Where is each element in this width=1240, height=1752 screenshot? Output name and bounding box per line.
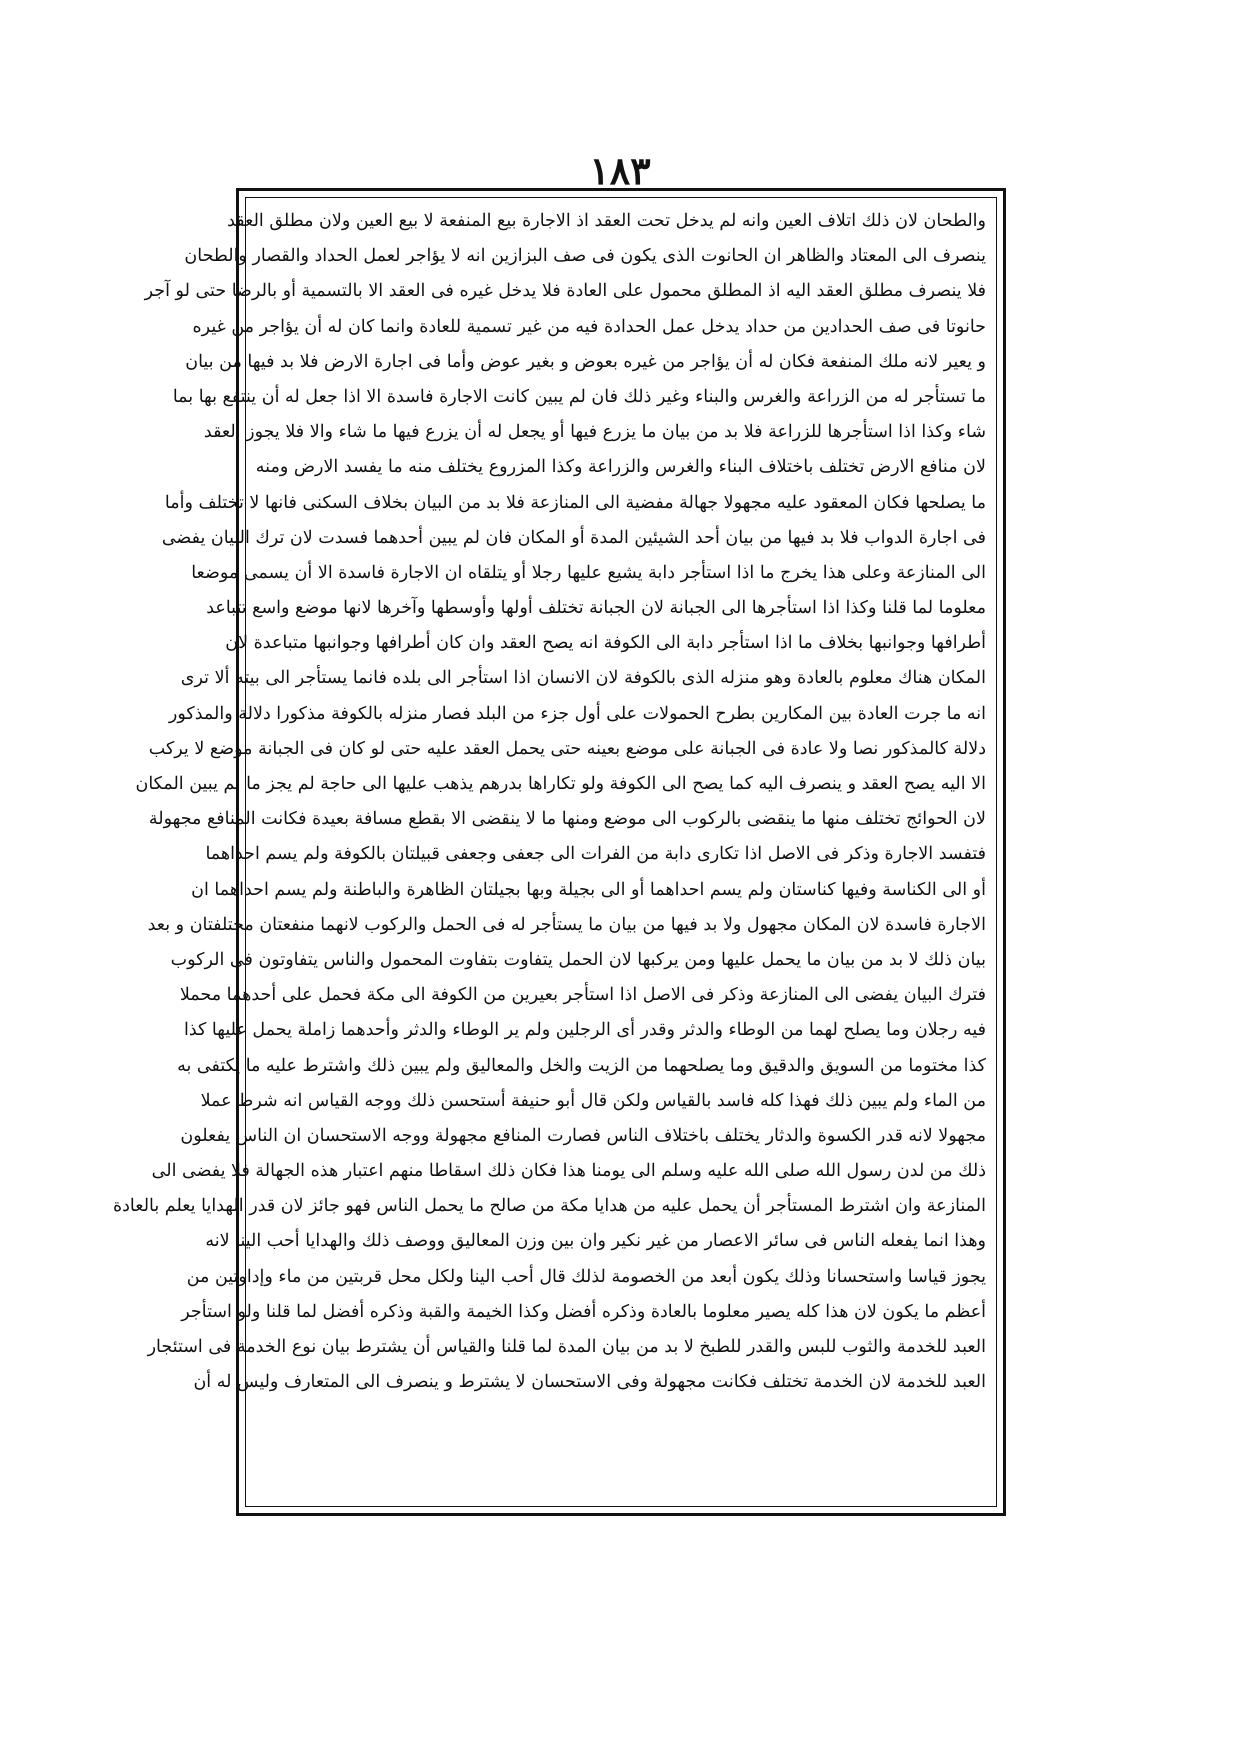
text-line: الى المنازعة وعلى هذا يخرج ما اذا استأجر دابة يشيع عليها رجلا أو يتلقاه ان الاجارة فاسدة الا أن يسمى موضعا <box>191 562 986 583</box>
text-line: ما تستأجر له من الزراعة والغرس والبناء وغير ذلك فان لم يبين كانت الاجارة فاسدة الا اذا جعل له أن ينتفع بها بما <box>172 386 986 407</box>
text-line: الا اليه يصح العقد و ينصرف اليه كما يصح الى الكوفة ولو تكاراها بدرهم يذهب عليها الى حاجة لم يجز ما لم يبين المكان <box>135 774 986 794</box>
text-line: الاجارة فاسدة لان المكان مجهول ولا بد فيها من بيان ما يستأجر له فى الحمل والركوب لانهما منفعتان مختلفتان و بعد <box>147 914 986 935</box>
text-line: يجوز قياسا واستحسانا وذلك يكون أبعد من الخصومة لذلك قال أحب الينا ولكل محل قربتين من ماء وإداوتين من <box>186 1266 986 1287</box>
text-line: العبد للخدمة والثوب للبس والقدر للطبخ لا بد من بيان المدة لما قلنا والقياس أن يشترط بيان نوع الخدمة فى استئجار <box>147 1337 986 1357</box>
text-line: حانوتا فى صف الحدادين من حداد يدخل عمل الحدادة فيه من غير تسمية للعادة وانما كان له أن يؤاجر من غيره <box>192 316 986 337</box>
text-line: ذلك من لدن رسول الله صلى الله عليه وسلم الى يومنا هذا فكان ذلك اسقاطا منهم اعتبار هذه الجهالة فلا يفضى الى <box>151 1161 986 1182</box>
text-line: لان الحوائج تختلف منها ما ينقضى بالركوب الى موضع ومنها ما لا ينقضى الا بقطع مسافة بعيدة فكانت المنافع مجهولة <box>148 809 986 830</box>
text-line: انه ما جرت العادة بين المكارين بطرح الحمولات على أول جزء من البلد فصار منزله بالكوفة مذكورا دلالة والمذكور <box>168 703 986 724</box>
text-line: معلوما لما قلنا وكذا اذا استأجرها الى الجبانة لان الجبانة تختلف أولها وأوسطها وآخرها لانها موضع واسع تتباعد <box>206 598 986 619</box>
text-line: فلا ينصرف مطلق العقد اليه اذ المطلق محمول على العادة فلا يدخل غيره فى العقد الا بالتسمية أو بالرضا حتى لو آجر <box>144 281 986 302</box>
text-line: أعظم ما يكون لان هذا كله يصير معلوما بالعادة وذكره أفضل وكذا الخيمة والقبة وذكره أفضل لما قلنا ولو استأجر <box>181 1301 986 1322</box>
text-line: فى اجارة الدواب فلا بد فيها من بيان أحد الشيئين المدة أو المكان فان لم يبين أحدهما فسدت لان ترك البيان يفضى <box>161 527 986 548</box>
text-frame-inner <box>112 197 997 1507</box>
text-frame <box>112 188 1006 1516</box>
text-line: و يعير لانه ملك المنفعة فكان له أن يؤاجر من غيره بعوض و بغير عوض وأما فى اجارة الارض فلا بد فيها من بيان <box>185 351 986 372</box>
text-line: أو الى الكناسة وفيها كناستان ولم يسم احداهما أو الى بجيلة وبها بجيلتان الظاهرة والباطنة ولم يسم احداهما ان <box>191 879 986 900</box>
text-line: ما يصلحها فكان المعقود عليه مجهولا جهالة مفضية الى المنازعة فلا بد من البيان بخلاف السكنى فانها لا تختلف وأما <box>164 492 986 513</box>
text-line: فترك البيان يفضى الى المنازعة وذكر فى الاصل اذا استأجر بعيرين من الكوفة الى مكة فحمل على أحدهما محملا <box>179 985 986 1006</box>
text-line: ينصرف الى المعتاد والظاهر ان الحانوت الذى يكون فى صف البزازين انه لا يؤاجر لعمل الحداد والقصار والطحان <box>184 246 986 267</box>
text-line: فيه رجلان وما يصلح لهما من الوطاء والدثر وقدر أى الرجلين ولم ير الوطاء والدثر وأحدهما زاملة يحمل عليها كذا <box>183 1020 986 1041</box>
text-line: شاء وكذا اذا استأجرها للزراعة فلا بد من بيان ما يزرع فيها أو يجعل له أن يزرع فيها ما شاء والا فلا يجوز العقد <box>203 422 986 443</box>
text-line: المكان هناك معلوم بالعادة وهو منزله الذى بالكوفة لان الانسان اذا استأجر الى بلده فانما يستأجر الى بيته ألا ترى <box>180 668 986 689</box>
text-body <box>112 204 986 1400</box>
page-number: ١٨٣ <box>589 148 651 193</box>
text-line: وهذا انما يفعله الناس فى سائر الاعصار من غير نكير وان بين وزن المعاليق ووصف ذلك والهدايا أحب الينا لانه <box>205 1231 986 1252</box>
text-line: العبد للخدمة لان الخدمة تختلف فكانت مجهولة وفى الاستحسان لا يشترط و ينصرف الى المتعارف وليس له أن <box>193 1372 986 1393</box>
text-line: لان منافع الارض تختلف باختلاف البناء والغرس والزراعة وكذا المزروع يختلف منه ما يفسد الارض ومنه <box>255 457 986 478</box>
text-line: بيان ذلك لا بد من بيان ما يحمل عليها ومن يركبها لان الحمل يتفاوت بتفاوت المحمول والناس يتفاوتون فى الركوب <box>170 949 986 970</box>
text-line: والطحان لان ذلك اتلاف العين وانه لم يدخل تحت العقد اذ الاجارة بيع المنفعة لا بيع العين ولان مطلق العقد <box>227 211 986 231</box>
text-line: مجهولا لانه قدر الكسوة والدثار يختلف باختلاف الناس فصارت المنافع مجهولة ووجه الاستحسان ان الناس يفعلون <box>180 1125 986 1146</box>
text-line: كذا مختوما من السويق والدقيق وما يصلحهما من الزيت والخل والمعاليق ولم يبين ذلك واشترط عليه ما يكتفى به <box>177 1055 986 1076</box>
text-line: فتفسد الاجارة وذكر فى الاصل اذا تكارى دابة من الفرات الى جعفى وجعفى قبيلتان بالكوفة ولم يسم احداهما <box>205 844 986 865</box>
text-line: من الماء ولم يبين ذلك فهذا كله فاسد بالقياس ولكن قال أبو حنيفة أستحسن ذلك ووجه القياس انه شرط عملا <box>200 1090 986 1111</box>
text-line: أطرافها وجوانبها بخلاف ما اذا استأجر دابة الى الكوفة انه يصح العقد وان كان أطرافها وجوانبها متباعدة لان <box>225 633 986 654</box>
text-line: دلالة كالمذكور نصا ولا عادة فى الجبانة على موضع بعينه حتى يحمل العقد عليه حتى لو كان فى الجبانة موضع لا يركب <box>148 738 986 759</box>
text-line: المنازعة وان اشترط المستأجر أن يحمل عليه من هدايا مكة من صالح ما يحمل الناس فهو جائز لان قدر الهدايا يعلم بالعادة <box>112 1196 986 1217</box>
